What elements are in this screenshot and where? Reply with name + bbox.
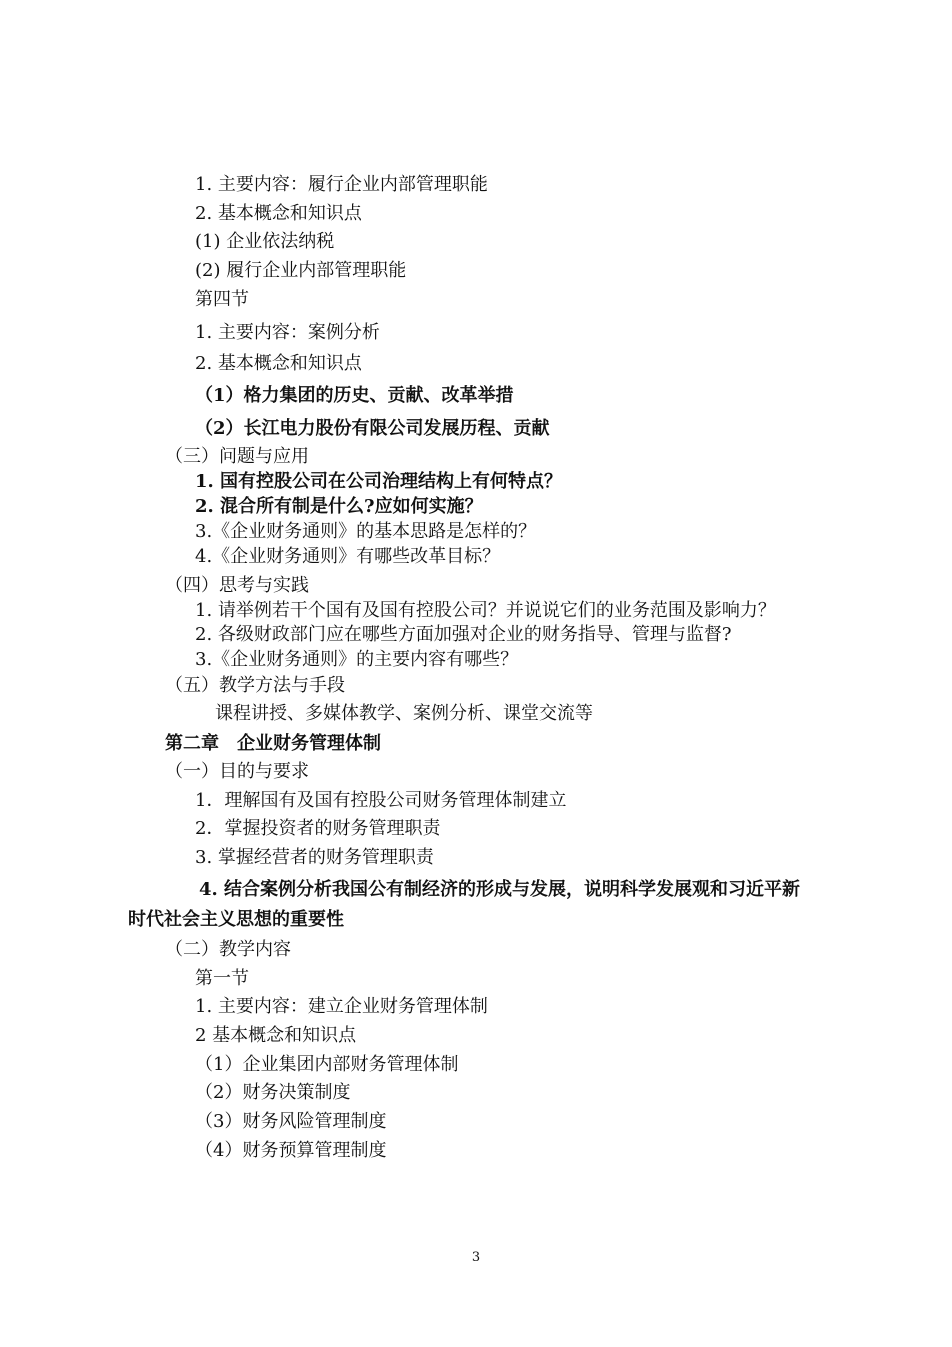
page-number: 3 [471,1250,481,1265]
text-line: 3. 掌握经营者的财务管理职责 [195,847,434,868]
text-line-bold: 时代社会主义思想的重要性 [128,909,344,930]
chapter-heading: 第二章 企业财务管理体制 [165,733,381,754]
text-line-bold: （2）长江电力股份有限公司发展历程、贡献 [195,418,550,439]
text-line: 2. 基本概念和知识点 [195,203,362,224]
section-heading: 第四节 [195,289,249,310]
text-line: (2) 履行企业内部管理职能 [195,260,407,281]
section-heading: 第一节 [195,968,249,989]
question-bold: 1. 国有控股公司在公司治理结构上有何特点？ [195,471,563,492]
text-line: 2 基本概念和知识点 [195,1025,357,1046]
question: 2. 各级财政部门应在哪些方面加强对企业的财务指导、管理与监督? [195,624,732,645]
subsection-heading: （一）目的与要求 [165,761,309,782]
subsection-heading: （二）教学内容 [165,939,291,960]
text-line-bold: 4. 结合案例分析我国公有制经济的形成与发展，说明科学发展观和习近平新 [199,879,801,900]
question: 3.《企业财务通则》的主要内容有哪些？ [195,649,519,670]
text-line: 1．理解国有及国有控股公司财务管理体制建立 [195,790,567,811]
text-line: 1. 主要内容：建立企业财务管理体制 [195,996,488,1017]
text-line: 2. 基本概念和知识点 [195,353,362,374]
text-line: （2）财务决策制度 [195,1082,351,1103]
text-line: 1. 主要内容：案例分析 [195,322,380,343]
text-line: （3）财务风险管理制度 [195,1111,387,1132]
text-line: （1）企业集团内部财务管理体制 [195,1054,459,1075]
question: 3.《企业财务通则》的基本思路是怎样的？ [195,521,537,542]
question: 1. 请举例若干个国有及国有控股公司？并说说它们的业务范围及影响力？ [195,600,776,621]
text-line: 课程讲授、多媒体教学、案例分析、课堂交流等 [215,703,593,724]
text-line: 2．掌握投资者的财务管理职责 [195,818,441,839]
question-bold: 2. 混合所有制是什么?应如何实施？ [195,496,483,517]
subsection-heading: （五）教学方法与手段 [165,675,345,696]
subsection-heading: （三）问题与应用 [165,446,309,467]
text-line-bold: （1）格力集团的历史、贡献、改革举措 [195,385,514,406]
question: 4.《企业财务通则》有哪些改革目标？ [195,546,501,567]
subsection-heading: （四）思考与实践 [165,575,309,596]
text-line: 1. 主要内容：履行企业内部管理职能 [195,174,488,195]
text-line: （4）财务预算管理制度 [195,1140,387,1161]
text-line: (1) 企业依法纳税 [195,231,335,252]
